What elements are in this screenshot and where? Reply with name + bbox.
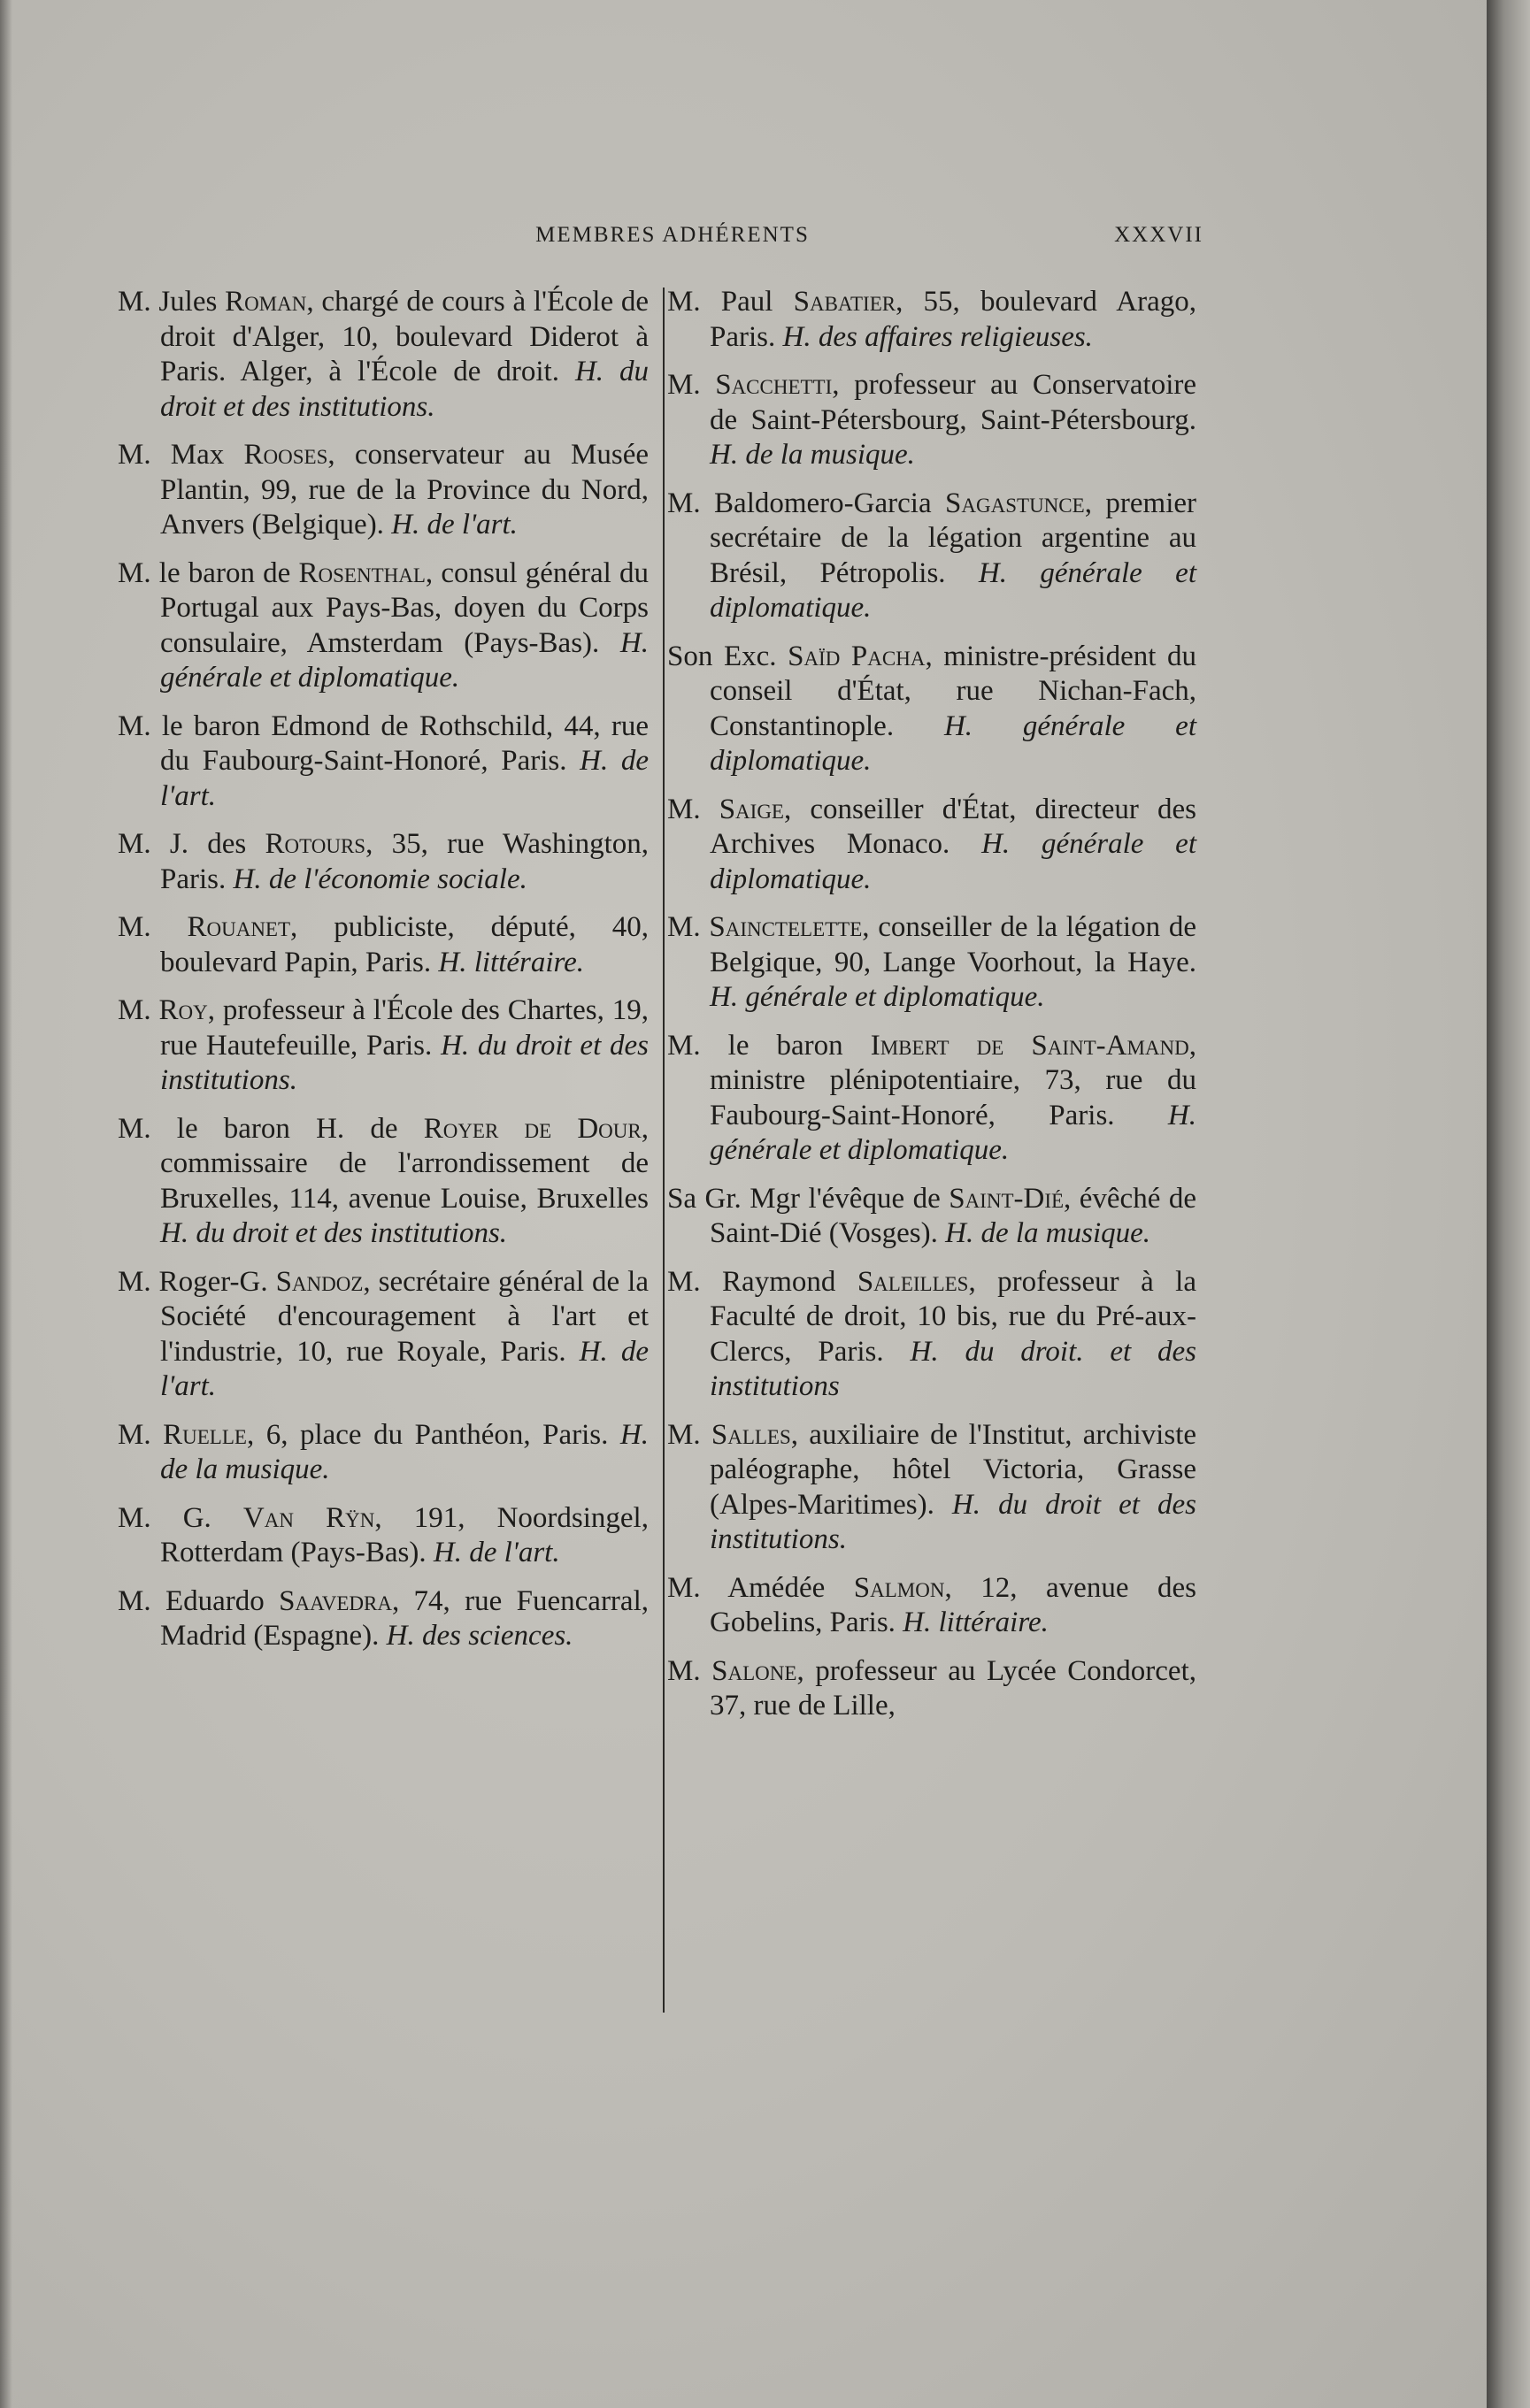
member-prefix: M. [667,911,710,943]
member-entry [118,1418,649,1488]
member-section: H. de la musique. [710,439,915,471]
member-name: Rooses [243,439,328,471]
member-section: H. du droit. et des institutions [710,1335,1197,1402]
member-entry [118,285,649,425]
member-entry [118,1265,649,1405]
member-name: Sacchetti [715,369,833,401]
member-prefix: M. le baron Edmond de Rothschild [118,709,546,742]
member-details: , conservateur au Musée Plantin, 99, rue de la Province du Nord, Anvers (Belgique). [160,439,649,541]
member-details: , ministre-président du conseil d'État, rue Nichan-Fach, Constantinople. [710,640,1196,742]
member-prefix: M. le baron H. de [118,1112,424,1145]
member-name: Rotours [265,828,366,860]
member-prefix: M. Paul [667,286,794,318]
page-number: XXXVII [1114,223,1203,247]
member-entry [667,1418,1196,1558]
member-details: , professeur à l'École des Chartes, 19, rue Hautefeuille, Paris. [160,994,650,1062]
member-section: H. de l'art. [160,745,649,812]
member-entry [118,1112,649,1252]
member-prefix: M. Roger-G. [118,1265,276,1298]
member-details: , 191, Noordsingel, Rotterdam (Pays-Bas). [160,1501,649,1568]
member-prefix: M. le baron [667,1029,871,1062]
member-prefix: M. le baron de [118,556,299,589]
member-details: , secrétaire général de la Société d'encouragement à l'art et l'industrie, 10, rue Royale, Paris. [160,1265,649,1368]
member-prefix: M. Max [118,439,244,471]
member-details: , publiciste, député, 40, boulevard Papin, Paris. [160,911,649,978]
member-prefix: M. [118,994,159,1026]
member-section: H. du droit et des institutions. [160,1029,650,1096]
member-prefix: M. [118,911,188,943]
member-details: , chargé de cours à l'École de droit d'Alger, 10, boulevard Diderot à Paris. Alger, à l'École de droit. [160,286,649,387]
member-name: Saint-Dié [949,1182,1065,1215]
member-name: Sabatier [793,286,896,318]
member-entry [118,1584,649,1654]
member-entry [667,1265,1196,1405]
member-name: Sainctelette [709,911,863,943]
member-section: H. générale et diplomatique. [160,626,649,694]
member-section: H. des sciences. [386,1620,573,1652]
member-details: , 12, avenue des Gobelins, Paris. [710,1571,1196,1638]
member-section: H. du droit et des institutions. [710,1488,1197,1555]
member-name: Sandoz [275,1265,364,1298]
member-prefix: M. Jules [118,286,226,318]
member-details: , 55, boulevard Arago, Paris. [710,286,1196,353]
member-section: H. de la musique. [945,1217,1151,1249]
member-section: H. générale et diplomatique. [710,556,1196,624]
member-prefix: M. Amédée [667,1571,854,1604]
member-details: , professeur à la Faculté de droit, 10 bis, rue du Pré-aux-Clercs, Paris. [710,1265,1196,1368]
member-name: Sagastunce [945,487,1085,519]
member-name: Rouanet [187,911,291,943]
member-prefix: Son Exc. [667,640,788,672]
member-section: H. littéraire. [438,946,585,978]
member-prefix: M. [667,1654,712,1687]
member-name: Salmon [853,1571,945,1604]
member-name: Rosenthal [298,556,426,589]
member-details: , 6, place du Panthéon, Paris. [246,1418,620,1451]
member-section: H. des affaires religieuses. [782,320,1093,353]
member-name: Van Rÿn [242,1501,375,1534]
member-section: H. du droit et des institutions. [160,1217,508,1249]
member-section: H. du droit et des institutions. [160,356,649,423]
running-title: MEMBRES ADHÉRENTS [535,223,810,247]
member-entry [118,438,649,543]
member-details: , conseiller d'État, directeur des Archives Monaco. [710,793,1196,860]
member-details: , professeur au Conservatoire de Saint-Pétersbourg, Saint-Pétersbourg. [710,369,1197,436]
member-section: H. générale et diplomatique. [710,981,1045,1013]
member-entry [667,1182,1196,1252]
member-details: , commissaire de l'arrondissement de Bruxelles, 114, avenue Louise, Bruxelles [160,1112,649,1215]
member-entry [118,827,649,897]
member-entry [118,1501,649,1571]
member-prefix: M. [118,1418,164,1451]
member-details: , professeur au Lycée Condorcet, 37, rue de Lille, [710,1654,1196,1722]
member-details: , consul général du Portugal aux Pays-Bas, doyen du Corps consulaire, Amsterdam (Pays-Bas). [160,556,649,659]
member-prefix: M. Baldomero-Garcia [667,487,946,519]
member-prefix: Sa Gr. Mgr l'évêque de [667,1182,950,1215]
member-name: Royer de Dour [423,1112,642,1145]
member-section: H. de l'art. [160,1335,649,1402]
member-name: Imbert de Saint-Amand [870,1029,1189,1062]
member-section: H. de l'art. [433,1537,560,1568]
member-section: H. générale et diplomatique. [710,1099,1196,1166]
column-divider [663,288,665,2013]
member-section: H. de la musique. [160,1418,649,1485]
member-prefix: M. [667,1418,711,1451]
member-entry [667,285,1196,355]
member-details: , 74, rue Fuencarral, Madrid (Espagne). [160,1584,649,1652]
binding-gutter [1487,0,1530,2408]
member-name: Roy [158,994,208,1026]
member-entry [118,709,649,815]
member-entry [667,368,1196,473]
member-entry [667,1571,1196,1641]
member-name: Saavedra [279,1584,392,1617]
member-details: , 35, rue Washington, Paris. [160,828,649,895]
member-entry [667,1029,1196,1169]
member-prefix: M. J. des [118,828,265,860]
member-details: , premier secrétaire de la légation argentine au Brésil, Pétropolis. [710,487,1196,589]
member-entry [118,910,649,980]
member-name: Saïd Pacha [788,640,926,672]
member-prefix: M. Eduardo [118,1584,280,1617]
member-entry [667,640,1196,779]
member-name: Saleilles [857,1265,969,1298]
member-name: Salone [711,1654,797,1687]
member-prefix: M. Raymond [667,1265,857,1298]
left-column [118,285,649,1668]
running-head [115,223,1203,258]
member-entry [118,556,649,696]
member-prefix: M. G. [118,1501,243,1534]
right-column [667,285,1196,1737]
member-details: , évêché de Saint-Dié (Vosges). [710,1182,1196,1249]
member-name: Ruelle [163,1418,247,1451]
member-entry [667,1654,1196,1724]
member-details: , ministre plénipotentiaire, 73, rue du Faubourg-Saint-Honoré, Paris. [710,1029,1196,1131]
member-details: , auxiliaire de l'Institut, archiviste paléographe, hôtel Victoria, Grasse (Alpes-Maritimes). [710,1418,1197,1521]
member-entry [667,910,1196,1016]
member-prefix: M. [667,793,719,825]
member-entry [118,993,649,1099]
member-name: Salles [711,1418,791,1451]
member-details: , conseiller de la légation de Belgique, 90, Lange Voorhout, la Haye. [710,911,1197,978]
member-section: H. générale et diplomatique. [710,828,1196,895]
member-name: Saige [719,793,784,825]
member-section: H. de l'économie sociale. [233,863,527,895]
member-details: , 44, rue du Faubourg-Saint-Honoré, Paris. [160,709,650,777]
member-entry [667,793,1196,898]
member-section: H. générale et diplomatique. [710,709,1196,777]
member-section: H. de l'art. [391,509,518,541]
member-name: Roman [225,286,307,318]
member-prefix: M. [667,369,716,401]
member-entry [667,487,1196,626]
member-section: H. littéraire. [903,1607,1049,1638]
page-edge-shadow [0,0,12,2408]
